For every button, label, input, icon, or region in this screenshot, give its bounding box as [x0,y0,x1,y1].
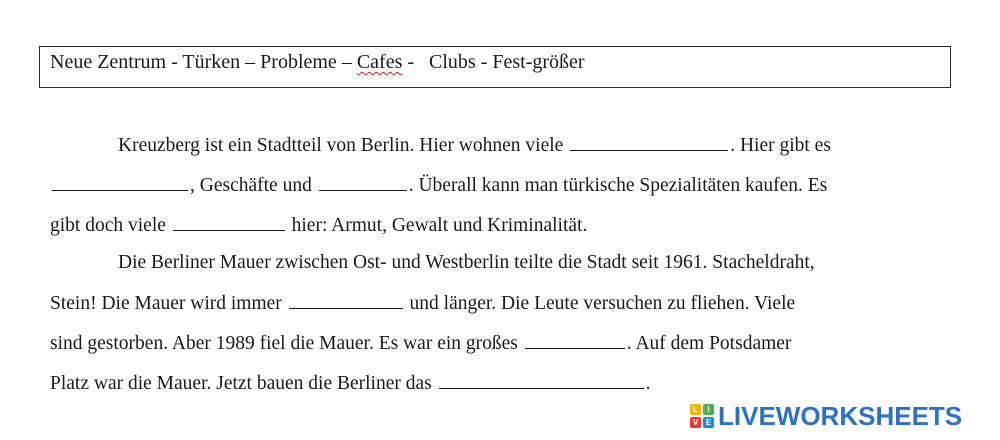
text-line-7 [50,369,651,396]
word-bank-item: Cafes [356,51,403,73]
answer-blank-1[interactable] [570,131,728,151]
text-segment: . Überall kann man türkische Spezialitäten kaufen. Es [408,175,828,196]
word-bank-item: Türken [182,51,241,73]
answer-blank-4[interactable] [173,211,285,231]
liveworksheets-logo [690,401,962,431]
word-bank-separator: - [402,51,430,73]
word-bank-item: Probleme [260,51,337,73]
answer-blank-3[interactable] [319,171,407,191]
answer-blank-7[interactable] [439,369,644,389]
word-bank-separator: - [166,51,183,73]
text-line-6 [50,329,791,356]
answer-blank-5[interactable] [289,289,403,309]
answer-blank-6[interactable] [525,329,625,349]
logo-tile: E [703,417,714,428]
text-segment: . Auf dem Potsdamer [626,333,792,354]
text-segment: Die Berliner Mauer zwischen Ost- und Westberlin teilte die Stadt seit 1961. Stacheldraht, [118,252,815,273]
word-bank-item: Neue Zentrum [50,51,167,73]
word-bank-separator: - [475,51,493,73]
text-segment: und länger. Die Leute versuchen zu fliehen. Viele [404,293,796,314]
logo-tile: V [690,417,701,428]
text-segment: . Hier gibt es [730,135,831,156]
text-line-1 [118,131,831,158]
text-line-5 [50,289,795,316]
logo-icon [690,404,714,428]
logo-tile: I [703,404,714,415]
text-segment: , Geschäfte und [190,175,317,196]
word-bank-item: Clubs [429,51,476,73]
text-line-2 [50,171,827,198]
text-line-4 [118,251,815,275]
text-segment: hier: Armut, Gewalt und Kriminalität. [286,215,588,236]
word-bank-box [39,46,951,88]
word-bank-separator: – [336,51,357,73]
logo-tile: L [690,404,701,415]
word-bank-separator: – [240,51,261,73]
text-segment: . [645,373,651,394]
text-segment: Platz war die Mauer. Jetzt bauen die Berliner das [50,373,437,394]
word-bank-item: Fest-größer [492,51,585,73]
text-segment: sind gestorben. Aber 1989 fiel die Mauer. Es war ein großes [50,333,523,354]
text-line-3 [50,211,587,238]
text-segment: Stein! Die Mauer wird immer [50,293,287,314]
text-segment: gibt doch viele [50,215,171,236]
text-segment: Kreuzberg ist ein Stadtteil von Berlin. Hier wohnen viele [118,135,569,156]
logo-text: LIVEWORKSHEETS [718,400,963,431]
answer-blank-2[interactable] [52,171,188,191]
